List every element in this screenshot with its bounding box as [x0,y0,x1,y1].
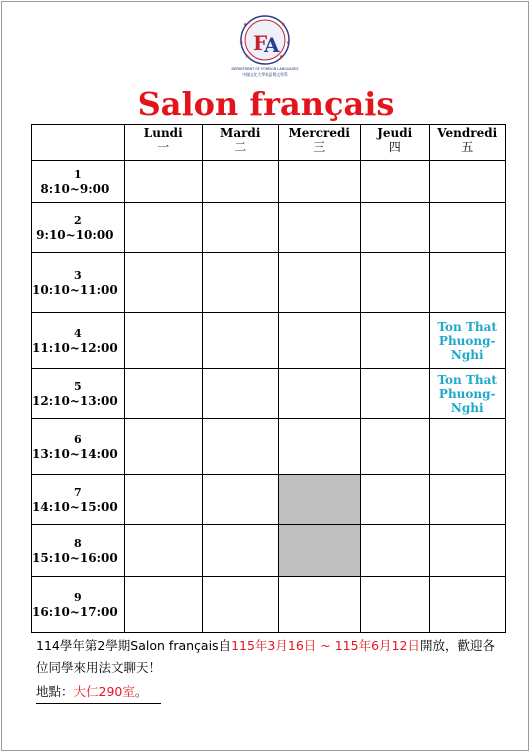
slot-time: 10:10~11:00 [32,282,118,297]
schedule-cell[interactable] [429,419,505,475]
slot-row [32,577,506,633]
slot-label [32,203,125,253]
slot-row [32,203,506,253]
notice-text: 114學年第2學期Salon français自115年3月16日 ~ 115年6月12日開放，歡迎各位同學來用法文聊天！ [36,638,495,675]
slot-time: 9:10~10:00 [36,227,114,242]
svg-text:DEPARTMENT OF FOREIGN LANGUAGE: DEPARTMENT OF FOREIGN LANGUAGES [231,67,299,71]
slot-label [32,313,125,369]
slot-row [32,369,506,419]
day-name: Vendredi [437,126,498,140]
schedule-cell[interactable]: Ton That Phuong-Nghi [429,313,505,369]
schedule-cell[interactable] [360,253,429,313]
location-value: 大仁290室 [73,684,135,699]
slot-number: 6 [74,432,82,446]
schedule-cell[interactable] [202,525,278,577]
svg-text:★: ★ [245,54,250,60]
slot-row [32,253,506,313]
schedule-cell[interactable] [429,253,505,313]
schedule-cell[interactable] [278,203,360,253]
day-number: 二 [234,140,247,154]
schedule-cell[interactable] [429,161,505,203]
slot-label [32,525,125,577]
schedule-cell[interactable] [202,475,278,525]
location-label: 地點： [36,684,74,699]
schedule-cell[interactable] [202,313,278,369]
slot-time: 8:10~9:00 [40,181,110,196]
svg-text:★: ★ [281,22,286,28]
schedule-cell[interactable] [202,161,278,203]
schedule-cell[interactable] [278,253,360,313]
day-header [429,125,505,161]
corner-cell [32,125,125,161]
schedule-cell[interactable] [360,161,429,203]
schedule-cell[interactable] [278,369,360,419]
day-number: 一 [157,140,170,154]
schedule-cell[interactable]: Ton That Phuong-Nghi [429,369,505,419]
unavailable-cell[interactable] [278,475,360,525]
page-title: Salon français [137,85,395,123]
day-number: 四 [388,140,401,154]
slot-label [32,253,125,313]
slot-time: 12:10~13:00 [32,393,118,408]
schedule-cell[interactable] [360,419,429,475]
schedule-cell[interactable] [202,203,278,253]
schedule-cell[interactable] [360,313,429,369]
slot-time: 16:10~17:00 [32,604,118,619]
slot-time: 11:10~12:00 [32,340,118,355]
schedule-cell[interactable] [124,203,202,253]
day-name: Mercredi [288,126,350,140]
schedule-cell[interactable] [124,161,202,203]
schedule-cell[interactable] [202,419,278,475]
svg-text:★: ★ [243,22,248,28]
schedule-cell[interactable] [360,475,429,525]
slot-number: 5 [74,379,82,393]
schedule-cell[interactable] [124,577,202,633]
slot-row [32,419,506,475]
slot-time: 15:10~16:00 [32,550,118,565]
slot-row [32,475,506,525]
day-header [360,125,429,161]
svg-text:★: ★ [279,54,284,60]
schedule-table [31,124,506,633]
day-number: 五 [461,140,474,154]
slot-time: 13:10~14:00 [32,446,118,461]
slot-label [32,369,125,419]
location-line: 地點：大仁290室。 [36,681,506,704]
schedule-cell[interactable] [360,577,429,633]
day-name: Mardi [220,126,261,140]
notice [36,635,506,704]
header-row [32,125,506,161]
svg-text:★: ★ [239,40,244,46]
slot-label [32,475,125,525]
day-header [278,125,360,161]
schedule-cell[interactable] [360,369,429,419]
schedule-cell[interactable] [124,369,202,419]
schedule-cell[interactable] [124,475,202,525]
slot-label [32,577,125,633]
slot-number: 2 [74,213,82,227]
schedule-cell[interactable] [202,577,278,633]
svg-text:A: A [264,33,280,57]
slot-number: 3 [74,268,82,282]
schedule-cell[interactable] [429,475,505,525]
day-number: 三 [313,140,326,154]
schedule-cell[interactable] [278,161,360,203]
day-name: Jeudi [377,126,413,140]
day-name: Lundi [143,126,183,140]
schedule-cell[interactable] [124,313,202,369]
schedule-cell[interactable] [278,313,360,369]
slot-number: 4 [74,326,82,340]
schedule-cell[interactable] [124,419,202,475]
slot-number: 1 [74,167,82,181]
slot-time: 14:10~15:00 [32,499,118,514]
slot-label [32,161,125,203]
schedule-cell[interactable] [202,369,278,419]
schedule-cell[interactable] [429,525,505,577]
slot-number: 9 [74,590,82,604]
schedule-cell[interactable] [278,577,360,633]
svg-text:中國文化大學英語暨文學系: 中國文化大學英語暨文學系 [242,72,288,77]
schedule-cell[interactable] [360,203,429,253]
slot-label [32,419,125,475]
schedule-cell[interactable] [124,253,202,313]
schedule-cell[interactable] [429,203,505,253]
schedule-cell[interactable] [360,525,429,577]
slot-row [32,161,506,203]
svg-text:F: F [253,31,268,55]
day-header [124,125,202,161]
svg-text:★: ★ [286,40,291,46]
unavailable-cell[interactable] [278,525,360,577]
department-logo [229,14,301,84]
schedule-cell[interactable] [124,525,202,577]
day-header [202,125,278,161]
slot-number: 7 [74,485,82,499]
schedule-cell[interactable] [202,253,278,313]
schedule-cell[interactable] [278,419,360,475]
slot-number: 8 [74,536,82,550]
slot-row [32,313,506,369]
schedule-cell[interactable] [429,577,505,633]
slot-row [32,525,506,577]
